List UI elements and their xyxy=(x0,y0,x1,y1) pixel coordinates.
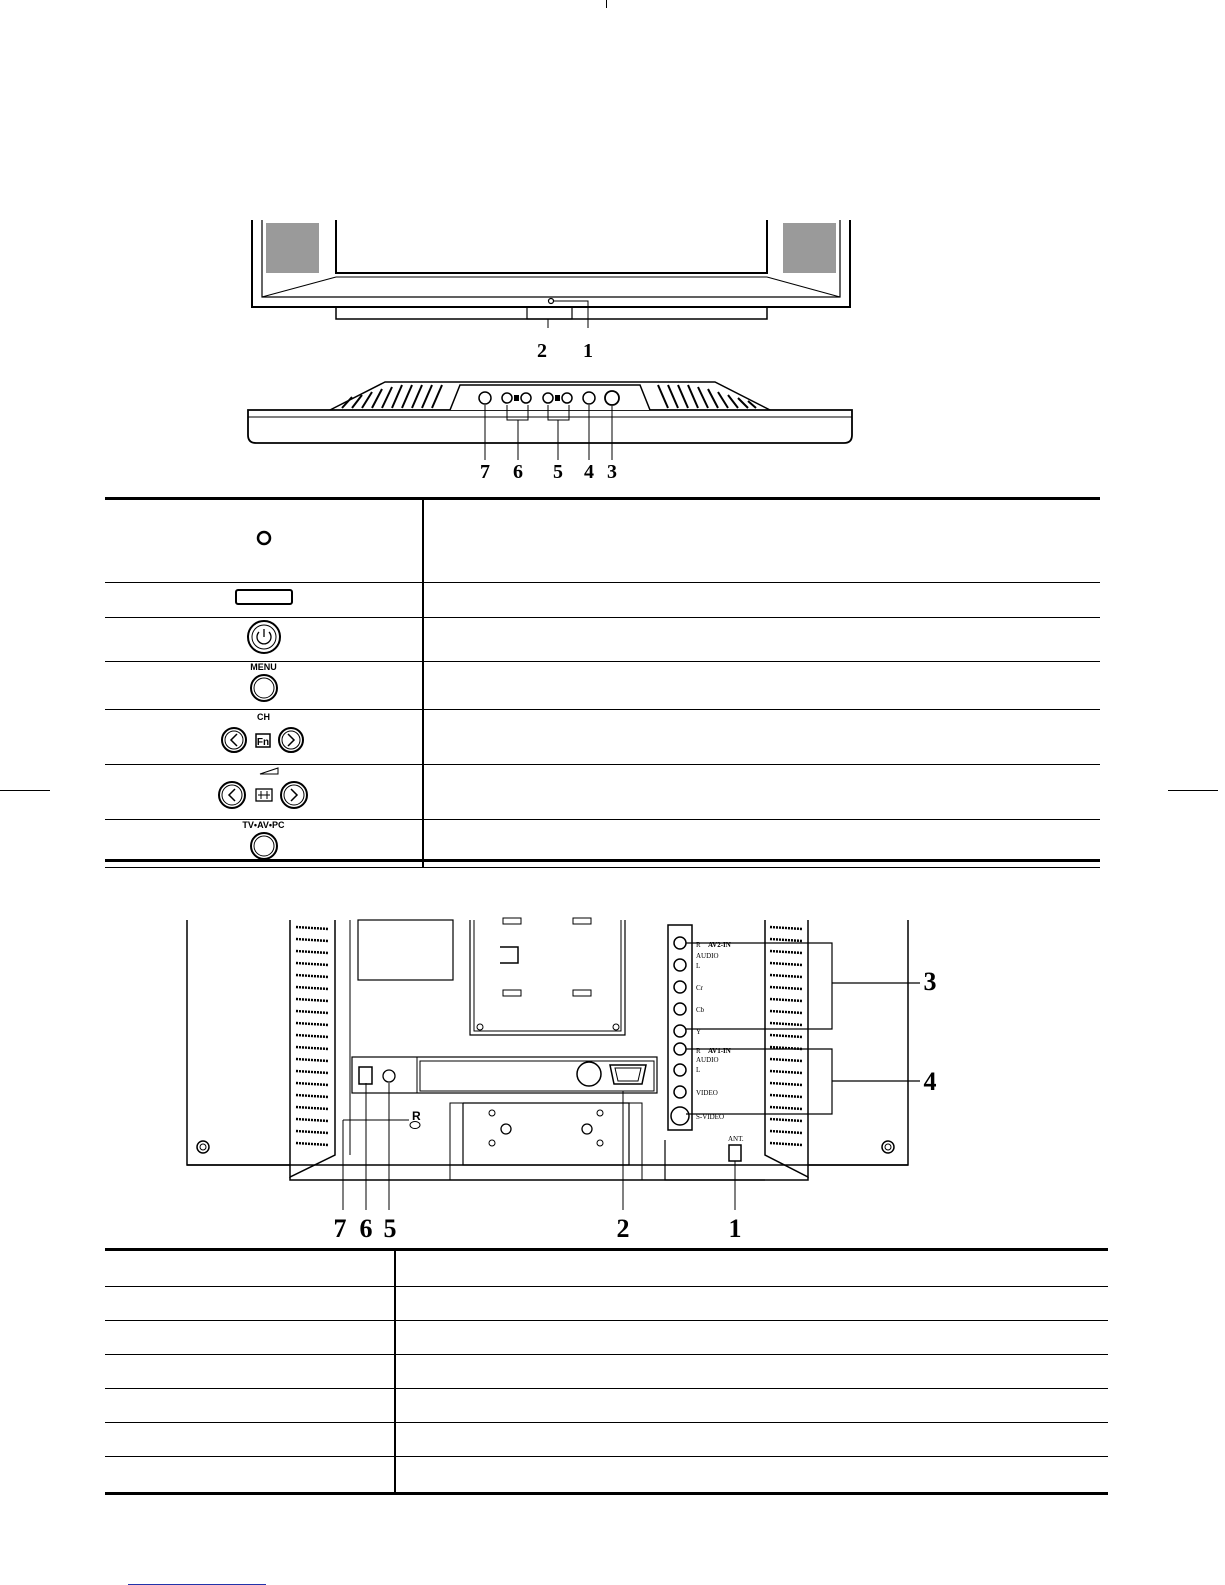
channel-buttons-icon xyxy=(219,723,309,757)
av1-label: AV1-IN xyxy=(708,1047,731,1055)
table-row xyxy=(105,500,1100,582)
control-table-bottom-rule xyxy=(105,859,1100,862)
table-row xyxy=(105,764,1100,819)
svg-text:L: L xyxy=(696,1066,701,1074)
rear-table-bottom-rule xyxy=(105,1492,1108,1495)
control-panel-diagram xyxy=(240,375,860,485)
crop-mark-top xyxy=(606,0,607,8)
rear-callout-2: 2 xyxy=(616,1214,630,1243)
table-row xyxy=(105,582,1100,617)
svg-text:R: R xyxy=(696,941,701,949)
front-view-diagram xyxy=(240,215,860,365)
rear-callout-7: 7 xyxy=(333,1214,347,1243)
audio-label-av2: AUDIO xyxy=(696,952,719,960)
power-button-icon xyxy=(245,618,283,656)
source-label: TV•AV•PC xyxy=(242,819,285,830)
sensor-window-icon xyxy=(234,587,294,607)
rear-callout-3: 3 xyxy=(923,967,937,996)
panel-callout-6: 6 xyxy=(513,461,523,483)
svg-text:L: L xyxy=(696,962,701,970)
cb-label: Cb xyxy=(696,1006,705,1014)
rear-callout-5: 5 xyxy=(383,1214,397,1243)
panel-callout-7: 7 xyxy=(480,461,490,483)
svg-text:R: R xyxy=(412,1109,421,1123)
crop-mark-right xyxy=(1168,790,1218,791)
svg-text:R: R xyxy=(696,1047,701,1055)
indicator-led-icon xyxy=(254,528,274,548)
menu-button-icon xyxy=(248,672,280,704)
table-row xyxy=(105,1456,1108,1492)
table-row xyxy=(105,1286,1108,1320)
rear-callout-1: 1 xyxy=(728,1214,742,1243)
channel-label: CH xyxy=(257,712,270,722)
table-row xyxy=(105,1388,1108,1422)
table-row xyxy=(105,1354,1108,1388)
table-row xyxy=(105,1422,1108,1456)
rear-callout-6: 6 xyxy=(359,1214,373,1243)
crop-mark-left xyxy=(0,790,50,791)
ant-label: ANT. xyxy=(728,1135,744,1143)
cr-label: Cr xyxy=(696,984,703,992)
panel-callout-5: 5 xyxy=(553,461,563,483)
video-label: VIDEO xyxy=(696,1089,718,1097)
audio-label-av1: AUDIO xyxy=(696,1056,719,1064)
table-row xyxy=(105,617,1100,661)
source-button-icon xyxy=(248,830,280,862)
panel-callout-3: 3 xyxy=(607,461,617,483)
front-callout-1: 1 xyxy=(583,340,593,362)
menu-label: MENU xyxy=(250,661,277,672)
svg-text:Fn: Fn xyxy=(256,737,269,748)
front-callout-2: 2 xyxy=(537,340,547,362)
panel-callout-4: 4 xyxy=(584,461,594,483)
av2-label: AV2-IN xyxy=(708,941,731,949)
volume-buttons-icon xyxy=(216,766,312,812)
rear-view-diagram xyxy=(180,915,950,1245)
rear-callout-4: 4 xyxy=(923,1067,937,1096)
rear-table xyxy=(105,1251,1108,1492)
table-row xyxy=(105,709,1100,764)
control-table xyxy=(105,500,1100,868)
table-row xyxy=(105,661,1100,709)
table-row xyxy=(105,1320,1108,1354)
svideo-label: S-VIDEO xyxy=(696,1113,724,1121)
y-label: Y xyxy=(696,1028,702,1036)
table-row xyxy=(105,1251,1108,1286)
